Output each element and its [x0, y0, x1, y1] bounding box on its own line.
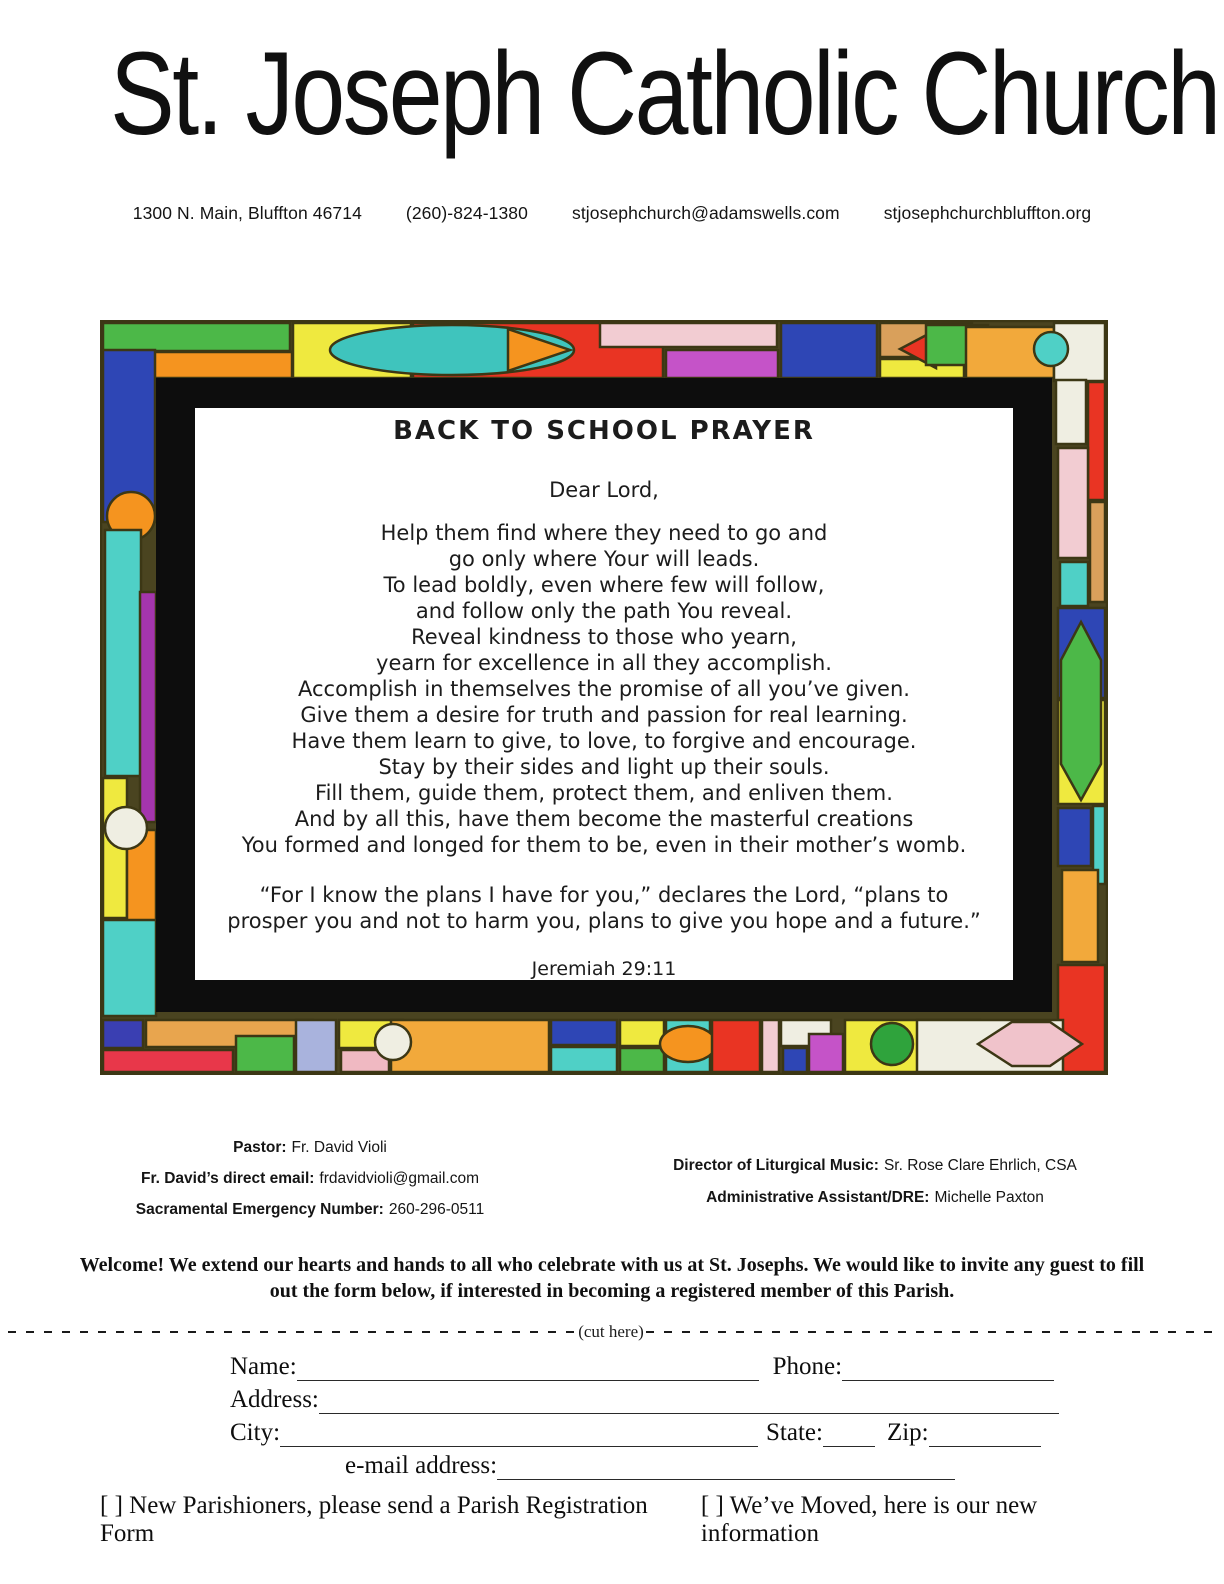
prayer-panel: [195, 408, 1013, 980]
pastor-name: Fr. David Violi: [291, 1139, 387, 1156]
prayer-line: go only where Your will leads.: [448, 547, 760, 571]
zip-field[interactable]: [929, 1420, 1041, 1447]
prayer-line: And by all this, have them become the masterful creations: [294, 807, 914, 831]
address-field[interactable]: [319, 1387, 1059, 1414]
prayer-line: Accomplish in themselves the promise of all you’ve given.: [298, 677, 910, 701]
welcome-line: Welcome! We extend our hearts and hands to all who celebrate with us at St. Josephs. We would like to invite any guest to fill: [79, 1254, 1145, 1276]
prayer-quote-line: prosper you and not to harm you, plans to give you hope and a future.”: [227, 909, 981, 933]
church-email: stjosephchurch@adamswells.com: [571, 203, 840, 223]
contact-row: [0, 203, 1224, 224]
emergency-number-label: Sacramental Emergency Number:: [135, 1201, 384, 1218]
prayer-citation: Jeremiah 29:11: [531, 958, 677, 980]
music-director-label: Director of Liturgical Music:: [673, 1157, 879, 1174]
admin-assistant-label: Administrative Assistant/DRE:: [706, 1189, 930, 1206]
pastor-line: [100, 1132, 520, 1163]
pastor-label: Pastor:: [233, 1139, 287, 1156]
form-row-address: [0, 1382, 1224, 1414]
prayer-line: Reveal kindness to those who yearn,: [411, 625, 797, 649]
state-field[interactable]: [823, 1420, 875, 1447]
prayer-salutation: Dear Lord,: [549, 478, 659, 502]
music-director-value: Sr. Rose Clare Ehrlich, CSA: [883, 1157, 1077, 1174]
cut-dashes-right: [646, 1331, 1214, 1333]
weve-moved-checkbox-label[interactable]: [ ] We’ve Moved, here is our new information: [700, 1492, 1038, 1547]
prayer-line: You formed and longed for them to be, even in their mother’s womb.: [241, 833, 967, 857]
name-field[interactable]: [297, 1354, 759, 1381]
address-label: Address:: [230, 1386, 319, 1413]
masthead: [0, 28, 1224, 160]
emergency-number-line: [100, 1194, 520, 1225]
emergency-number-value: 260-296-0511: [388, 1201, 485, 1218]
prayer-line: Give them a desire for truth and passion for real learning.: [300, 703, 908, 727]
new-parishioners-checkbox-label[interactable]: [ ] New Parishioners, please send a Parish Registration Form: [100, 1492, 648, 1547]
welcome-message: [52, 1252, 1172, 1304]
form-row-email: [0, 1448, 1224, 1480]
staff-right-column: [650, 1150, 1100, 1214]
cut-here-label: (cut here): [578, 1322, 644, 1341]
pastor-email-label: Fr. David’s direct email:: [140, 1170, 315, 1187]
name-label: Name:: [230, 1353, 297, 1380]
prayer-line: Stay by their sides and light up their souls.: [378, 755, 830, 779]
footer-options-row: [100, 1492, 1156, 1548]
email-address-field[interactable]: [497, 1453, 955, 1480]
prayer-line: Help them find where they need to go and: [380, 521, 828, 545]
form-row-name-phone: [0, 1349, 1224, 1381]
pastor-email-line: [100, 1163, 520, 1194]
city-field[interactable]: [280, 1420, 758, 1447]
admin-assistant-line: [650, 1182, 1100, 1214]
prayer-line: yearn for excellence in all they accomplish.: [376, 651, 832, 675]
welcome-line: out the form below, if interested in becoming a registered member of this Parish.: [269, 1280, 955, 1302]
prayer-line: Have them learn to give, to love, to forgive and encourage.: [291, 729, 917, 753]
page-title: St. Joseph Catholic Church: [110, 28, 1219, 160]
email-address-label: e-mail address:: [345, 1452, 498, 1479]
cut-dashes-left: [8, 1331, 576, 1333]
phone-field[interactable]: [842, 1354, 1054, 1381]
pastor-email-value: frdavidvioli@gmail.com: [319, 1170, 480, 1187]
phone-label: Phone:: [772, 1353, 843, 1380]
church-phone: (260)-824-1380: [405, 203, 528, 223]
admin-assistant-value: Michelle Paxton: [934, 1189, 1044, 1206]
music-director-line: [650, 1150, 1100, 1182]
city-label: City:: [230, 1419, 281, 1446]
cut-here-line: [8, 1322, 1214, 1342]
prayer-quote-line: “For I know the plans I have for you,” declares the Lord, “plans to: [259, 883, 949, 907]
prayer-body: [195, 520, 1013, 858]
form-row-city-state-zip: [0, 1415, 1224, 1447]
prayer-line: and follow only the path You reveal.: [415, 599, 793, 623]
zip-label: Zip:: [886, 1419, 929, 1446]
prayer-quote: [195, 882, 1013, 934]
church-website: stjosephchurchbluffton.org: [883, 203, 1092, 223]
prayer-title: BACK TO SCHOOL PRAYER: [393, 416, 815, 446]
staff-left-column: [100, 1132, 520, 1225]
registration-form: [0, 1349, 1224, 1481]
prayer-line: Fill them, guide them, protect them, and enliven them.: [315, 781, 893, 805]
state-label: State:: [766, 1419, 823, 1446]
prayer-line: To lead boldly, even where few will follow,: [383, 573, 825, 597]
church-address: 1300 N. Main, Bluffton 46714: [132, 203, 362, 223]
